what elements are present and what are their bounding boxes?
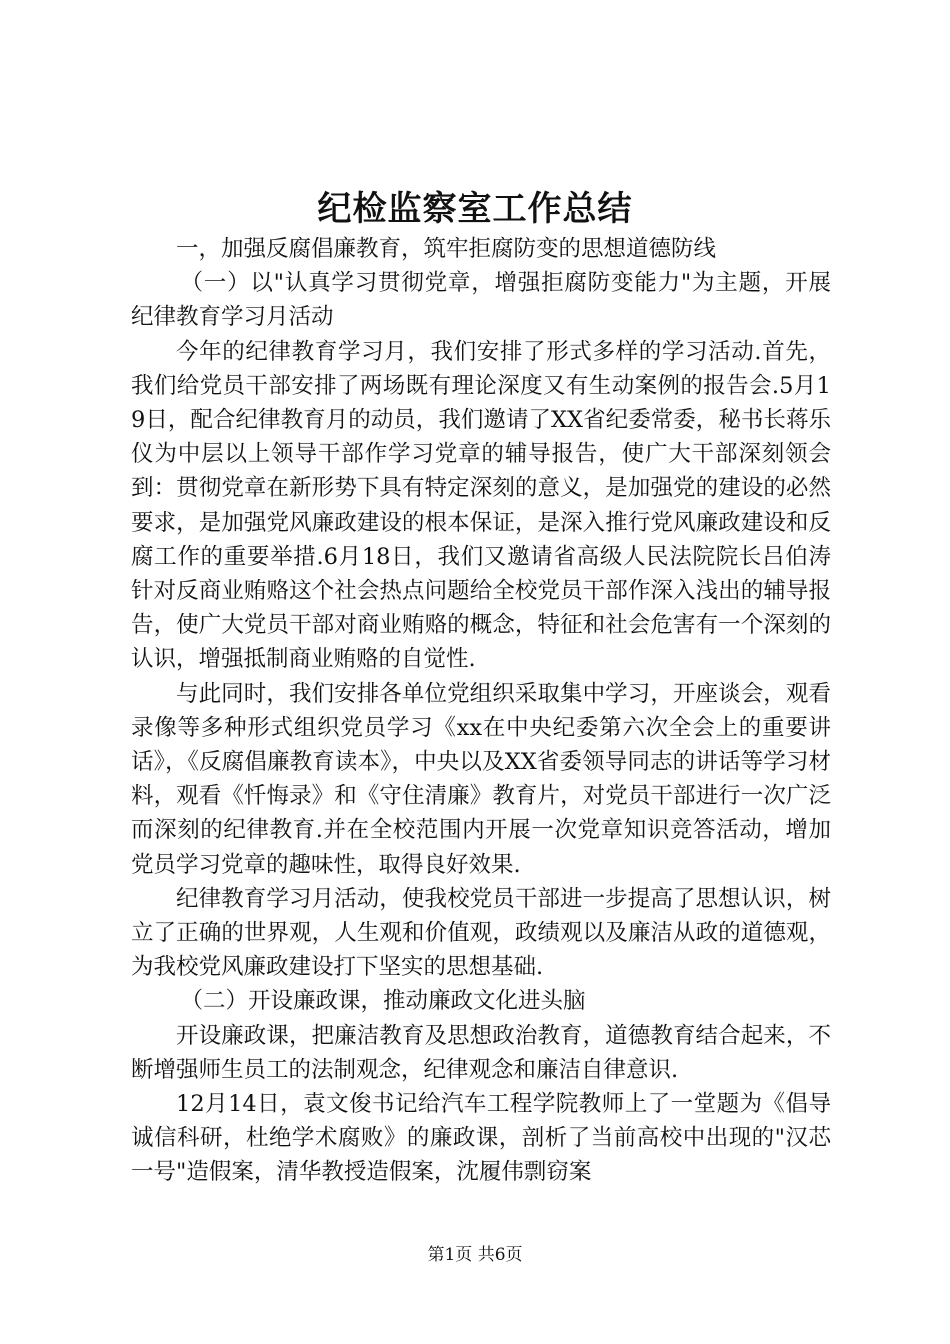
body-paragraph: 开设廉政课，把廉洁教育及思想政治教育，道德教育结合起来，不断增强师生员工的法制观念，纪律观念和廉洁自律意识. xyxy=(131,1022,831,1083)
document-title: 纪检监察室工作总结 xyxy=(317,189,633,229)
section-heading-1: 一，加强反腐倡廉教育，筑牢拒腐防变的思想道德防线 xyxy=(176,236,717,262)
subsection-heading-1: （一）以"认真学习贯彻党章，增强拒腐防变能力"为主题，开展纪律教育学习月活动 xyxy=(131,270,831,331)
document-body xyxy=(131,232,831,1190)
body-paragraph: 与此同时，我们安排各单位党组织采取集中学习，开座谈会，观看录像等多种形式组织党员学习《xx在中央纪委第六次全会上的重要讲话》，《反腐倡廉教育读本》，中央以及XX省委领导同志的讲话等学习材料，观看《忏悔录》和《守住清廉》教育片，对党员干部进行一次广泛而深刻的纪律教育.并在全校范围内开展一次党章知识竞答活动，增加党员学习党章的趣味性，取得良好效果. xyxy=(131,680,831,878)
body-paragraph: 12月14日，袁文俊书记给汽车工程学院教师上了一堂题为《倡导诚信科研，杜绝学术腐败》的廉政课，剖析了当前高校中出现的"汉芯一号"造假案，清华教授造假案，沈履伟剽窃案 xyxy=(131,1091,831,1186)
body-paragraph: 今年的纪律教育学习月，我们安排了形式多样的学习活动.首先，我们给党员干部安排了两场既有理论深度又有生动案例的报告会.5月19日，配合纪律教育月的动员，我们邀请了XX省纪委常委，秘书长蒋乐仪为中层以上领导干部作学习党章的辅导报告，使广大干部深刻领会到：贯彻党章在新形势下具有特定深刻的意义，是加强党的建设的必然要求，是加强党风廉政建设的根本保证，是深入推行党风廉政建设和反腐工作的重要举措.6月18日，我们又邀请省高级人民法院院长吕伯涛针对反商业贿赂这个社会热点问题给全校党员干部作深入浅出的辅导报告，使广大党员干部对商业贿赂的概念，特征和社会危害有一个深刻的认识，增强抵制商业贿赂的自觉性. xyxy=(131,338,831,673)
subsection-heading-2: （二）开设廉政课，推动廉政文化进头脑 xyxy=(180,988,586,1015)
page-footer: 第1页 共6页 xyxy=(427,1245,523,1265)
body-paragraph: 纪律教育学习月活动，使我校党员干部进一步提高了思想认识，树立了正确的世界观，人生观和价值观，政绩观以及廉洁从政的道德观，为我校党风廉政建设打下坚实的思想基础. xyxy=(131,885,831,981)
